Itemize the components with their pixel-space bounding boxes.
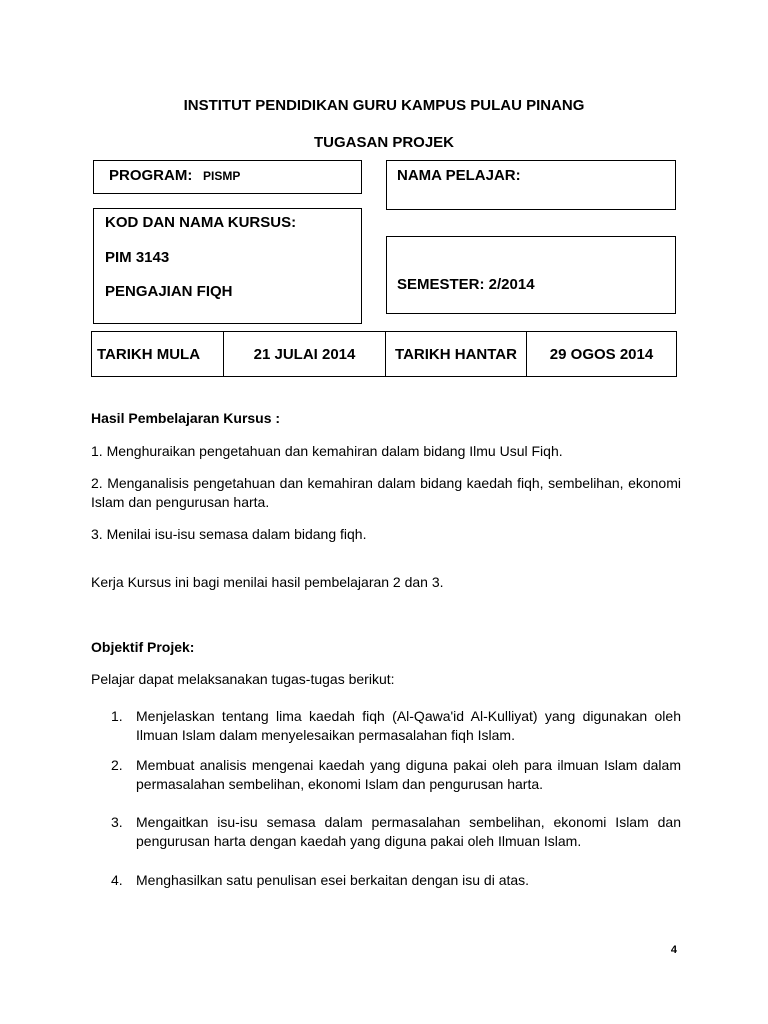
objective-number: 4.: [111, 872, 123, 888]
program-label: PROGRAM:: [109, 167, 193, 184]
outcome-item: 3. Menilai isu-isu semasa dalam bidang fiqh.: [91, 526, 367, 542]
semester-box: [386, 236, 676, 314]
student-name-box: [386, 160, 676, 210]
objective-text: Menjelaskan tentang lima kaedah fiqh (Al-Qawa'id Al-Kulliyat) yang digunakan oleh Ilmuan Islam dalam menyelesaikan permasalahan fiqh Islam.: [136, 708, 681, 743]
start-date-value: 21 JULAI 2014: [223, 332, 385, 376]
objective-text: Membuat analisis mengenai kaedah yang diguna pakai oleh para ilmuan Islam dalam permasalahan sembelihan, ekonomi Islam dan pengurusan harta.: [136, 757, 681, 792]
coursework-note: Kerja Kursus ini bagi menilai hasil pembelajaran 2 dan 3.: [91, 574, 444, 590]
course-label: KOD DAN NAMA KURSUS:: [105, 214, 297, 231]
program-box: [93, 160, 362, 194]
outcomes-heading: Hasil Pembelajaran Kursus :: [91, 410, 281, 426]
objective-item: [111, 707, 681, 745]
objectives-heading: Objektif Projek:: [91, 639, 195, 655]
course-name: PENGAJIAN FIQH: [105, 283, 233, 300]
institute-title: INSTITUT PENDIDIKAN GURU KAMPUS PULAU PINANG: [183, 97, 585, 114]
objective-item: [111, 756, 681, 794]
outcome-item: 2. Menganalisis pengetahuan dan kemahiran dalam bidang kaedah fiqh, sembelihan, ekonomi Islam dan pengurusan harta.: [91, 475, 681, 510]
objectives-intro: Pelajar dapat melaksanakan tugas-tugas berikut:: [91, 671, 395, 687]
page-number: 4: [670, 944, 677, 956]
objective-number: 3.: [111, 814, 123, 830]
objective-number: 1.: [111, 708, 123, 724]
objective-number: 2.: [111, 757, 123, 773]
program-value: PISMP: [203, 169, 241, 183]
semester-label: SEMESTER: 2/2014: [397, 276, 535, 293]
objective-text: Menghasilkan satu penulisan esei berkaitan dengan isu di atas.: [136, 872, 530, 888]
course-box: [93, 208, 362, 324]
document-type-title: TUGASAN PROJEK: [313, 134, 455, 151]
objective-item: [111, 813, 681, 851]
course-code: PIM 3143: [105, 249, 170, 266]
student-name-label: NAMA PELAJAR:: [397, 167, 521, 184]
objective-item: [111, 871, 681, 890]
objective-text: Mengaitkan isu-isu semasa dalam permasalahan sembelihan, ekonomi Islam dan pengurusan harta dengan kaedah yang diguna pakai oleh Ilmuan Islam.: [136, 814, 681, 849]
start-date-label: TARIKH MULA: [97, 345, 201, 363]
due-date-label: TARIKH HANTAR: [385, 332, 526, 376]
due-date-value: 29 OGOS 2014: [526, 332, 676, 376]
outcome-item: 1. Menghuraikan pengetahuan dan kemahiran dalam bidang Ilmu Usul Fiqh.: [91, 443, 563, 459]
dates-table: [91, 331, 677, 377]
